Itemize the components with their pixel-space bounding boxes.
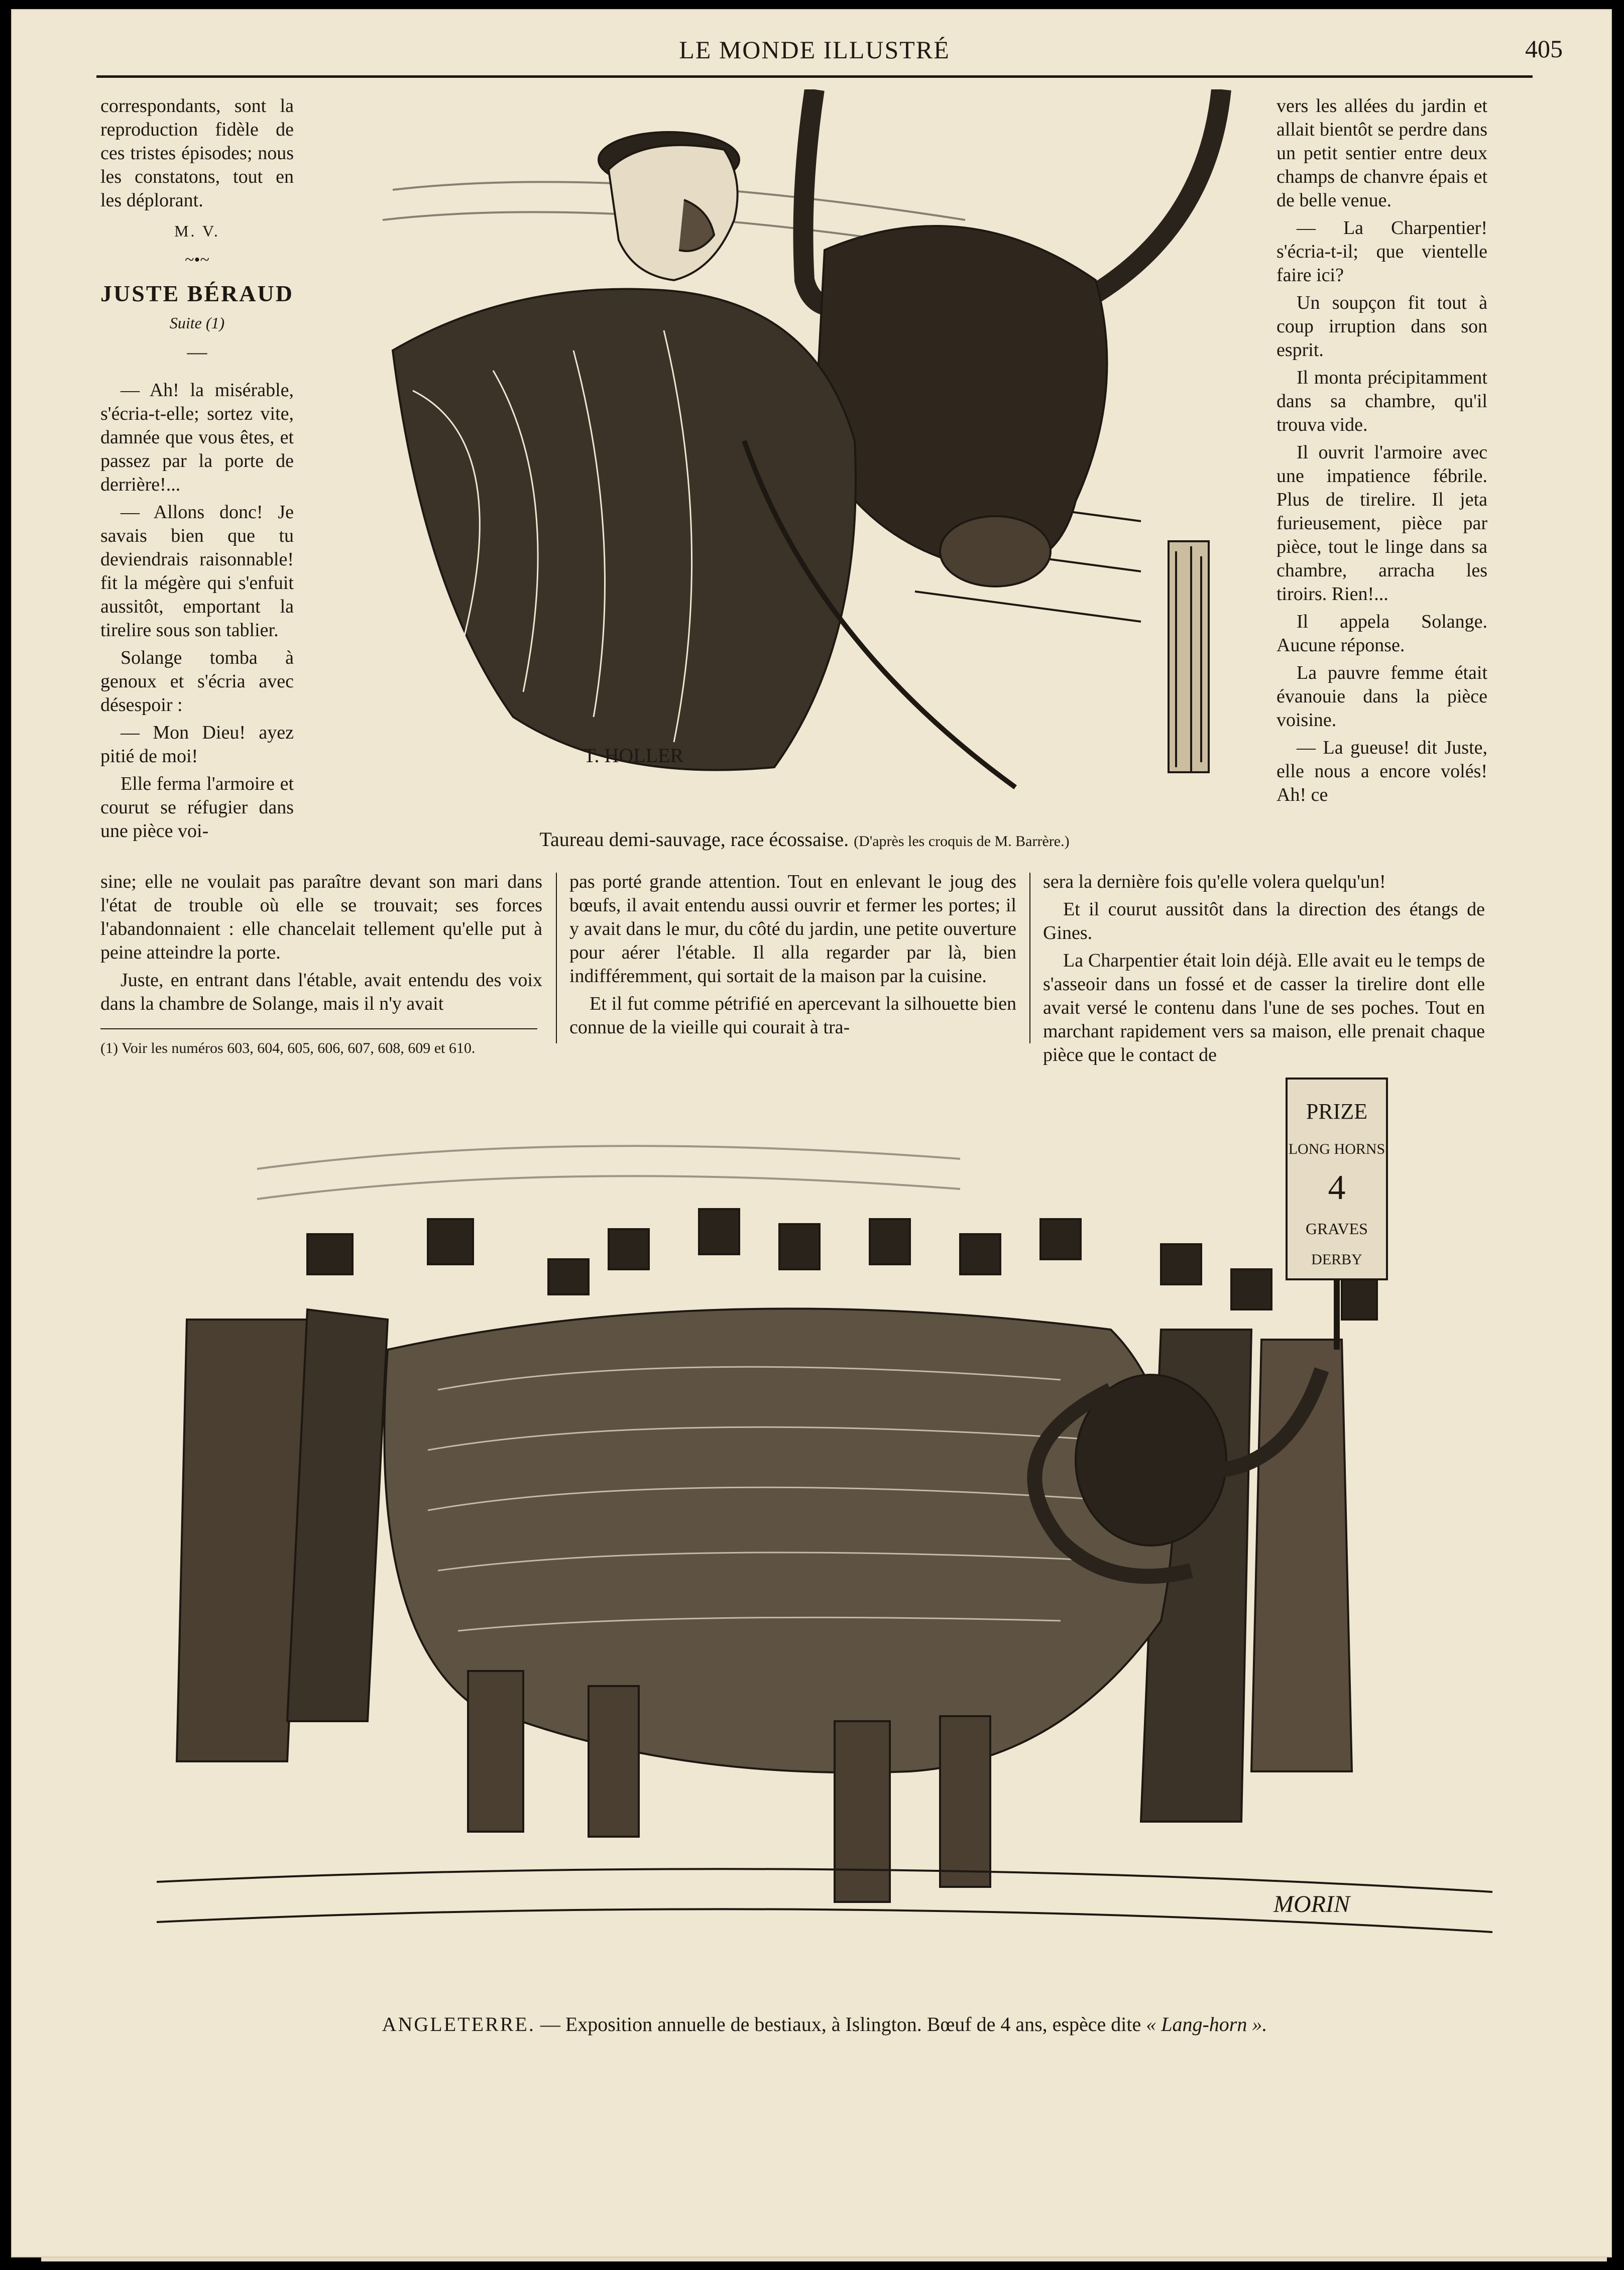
paragraph: La Charpentier était loin déjà. Elle avait eu le temps de s'asseoir dans un fossé et de casser la tirelire dont elle avait versé le contenu dans l'une de ses poches. Tout en marchant rapidement vers sa maison, elle prenait chaque pièce que le contact de (1043, 950, 1485, 1065)
paragraph: Et il fut comme pétrifié en apercevant la silhouette bien connue de la vieille qui courait à tra- (569, 993, 1016, 1038)
paragraph: La pauvre femme était évanouie dans la pièce voisine. (1277, 662, 1487, 731)
paragraph: Et il courut aussitôt dans la direction des étangs de Gines. (1043, 899, 1485, 943)
bottom-column-3 (1043, 870, 1485, 1071)
column-rule (556, 873, 557, 1043)
column-rule (1029, 873, 1030, 1043)
paragraph: vers les allées du jardin et allait bientôt se perdre dans un petit sentier entre deux champs de chanvre épais et de belle venue. (1277, 95, 1487, 211)
caption-text: — Exposition annuelle de bestiaux, à Islington. Bœuf de 4 ans, espèce dite (540, 2013, 1141, 2036)
paragraph: sera la dernière fois qu'elle volera quelqu'un! (1043, 871, 1386, 892)
top-figure-caption (363, 827, 1246, 851)
paragraph: Juste, en entrant dans l'étable, avait entendu des voix dans la chambre de Solange, mais il n'y avait (100, 970, 542, 1014)
engraving-highland-bull (363, 89, 1246, 812)
caption-credit: (D'après les croquis de M. Barrère.) (854, 833, 1070, 850)
footnote: (1) Voir les numéros 603, 604, 605, 606, 607, 608, 609 et 610. (100, 1040, 476, 1056)
newspaper-page (11, 9, 1612, 2257)
paragraph: Il ouvrit l'armoire avec une impatience fébrile. Plus de tirelire. Il jeta furieusement, pièce par pièce, tout le linge dans sa chambre, arracha les tiroirs. Rien!... (1277, 442, 1487, 605)
paragraph: Il appela Solange. Aucune réponse. (1277, 611, 1487, 656)
article-signature: M. V. (174, 222, 220, 240)
page-header (96, 29, 1563, 74)
paragraph: pas porté grande attention. Tout en enlevant le joug des bœufs, il avait entendu aussi ouvrir et fermer les portes; il y avait dans le mur, du côté du jardin, une petite ouverture pour aérer l'étable. Il alla regarder par là, bien indifféremment, qui sortait de la maison par la cuisine. (569, 871, 1016, 987)
bottom-column-2 (569, 870, 1016, 1043)
paragraph: — Allons donc! Je savais bien que tu deviendrais raisonnable! fit la mégère qui s'enfuit aussitôt, emportant la tirelire sous son tablier. (100, 502, 294, 641)
paragraph: sine; elle ne voulait pas paraître devant son mari dans l'état de trouble où elle se trouvait; ses forces l'abandonnaient : elle chancelait tellement qu'elle put à peine atteindre la porte. (100, 871, 542, 963)
sign-line: 4 (1328, 1168, 1346, 1207)
sign-line: LONG HORNS (1288, 1141, 1385, 1157)
paragraph: — Mon Dieu! ayez pitié de moi! (100, 722, 294, 767)
masthead-title: LE MONDE ILLUSTRÉ (679, 36, 950, 64)
bottom-column-1 (100, 870, 542, 1020)
intro-paragraph: correspondants, sont la reproduction fidèle de ces tristes épisodes; nous les constatons, tout en les déplorant. (100, 95, 294, 211)
paragraph: Solange tomba à genoux et s'écria avec désespoir : (100, 647, 294, 715)
bottom-figure-caption (157, 2012, 1492, 2036)
page-number: 405 (1525, 35, 1563, 63)
paper-edge (41, 2248, 1607, 2261)
engraver-signature: T. HOLLER (584, 744, 684, 767)
paragraph: Elle ferma l'armoire et courut se réfugier dans une pièce voi- (100, 773, 294, 842)
dash-divider: — (187, 340, 207, 363)
caption-breed: « Lang-horn ». (1146, 2013, 1267, 2036)
caption-text: Taureau demi-sauvage, race écossaise. (539, 828, 849, 851)
ornament: ~•~ (185, 251, 209, 269)
footnote-rule (100, 1028, 537, 1029)
sign-line: PRIZE (1306, 1099, 1368, 1124)
caption-label: ANGLETERRE. (382, 2013, 535, 2036)
sign-line: DERBY (1311, 1251, 1362, 1268)
paragraph: Un soupçon fit tout à coup irruption dans son esprit. (1277, 292, 1487, 361)
story-subheading: Suite (1) (169, 314, 225, 332)
sign-line: GRAVES (1306, 1220, 1368, 1238)
paragraph: — La gueuse! dit Juste, elle nous a encore volés! Ah! ce (1277, 737, 1487, 805)
engraver-signature: MORIN (1273, 1891, 1350, 1918)
story-heading: JUSTE BÉRAUD (100, 281, 294, 306)
paragraph: — La Charpentier! s'écria-t-il; que vientelle faire ici? (1277, 217, 1487, 286)
header-rule (96, 75, 1533, 78)
paragraph: Il monta précipitamment dans sa chambre, qu'il trouva vide. (1277, 367, 1487, 435)
right-column (1277, 94, 1487, 811)
engraving-longhorn-ox-exhibition (157, 1068, 1492, 1972)
left-column (100, 94, 294, 847)
paragraph: — Ah! la misérable, s'écria-t-elle; sortez vite, damnée que vous êtes, et passez par la porte de derrière!... (100, 380, 294, 495)
